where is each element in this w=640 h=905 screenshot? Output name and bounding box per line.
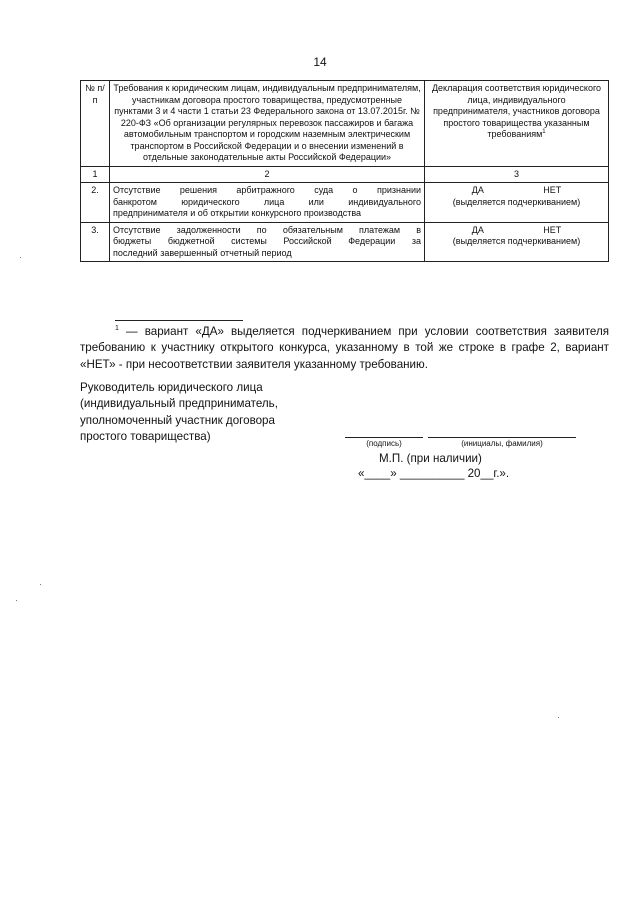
underline-note: (выделяется подчеркиванием) <box>452 196 581 207</box>
scan-speck <box>16 600 17 601</box>
row-number: 2. <box>81 183 110 223</box>
table-row <box>81 222 609 262</box>
header-requirements: Требования к юридическим лицам, индивидуальным предпринимателям, участникам договора простого товарищества, предусмотренные пунктами 3 и 4 части 1 статьи 23 Федерального закона от 13.07.2015г. № 220-ФЗ «Об организации регулярных перевозок пассажиров и багажа автомобильным транспортом и городским наземным электрическим транспортом в Российской Федерации и о внесении изменений в отдельные законодательные акты Российской Федерации» <box>110 81 425 167</box>
header-num: № п/п <box>81 81 110 167</box>
row-number: 3. <box>81 222 110 262</box>
column-number-1: 1 <box>81 166 110 183</box>
table-row <box>81 183 609 223</box>
scan-speck <box>20 257 21 258</box>
signer-line: простого товарищества) <box>80 430 211 444</box>
footnote <box>80 324 609 373</box>
footnote-divider <box>115 320 243 321</box>
name-line[interactable] <box>428 437 576 438</box>
yes-option[interactable]: ДА <box>471 185 484 196</box>
signer-line: уполномоченный участник договора <box>80 413 275 427</box>
row-requirement-line: последний завершенный отчетный период <box>113 247 292 258</box>
signature-label: (подпись) <box>366 439 402 448</box>
row-requirement <box>110 183 425 223</box>
footnote-ref: 1 <box>542 129 546 136</box>
footnote-mark: 1 <box>115 325 119 333</box>
date-field[interactable]: «____» __________ 20__г.». <box>358 467 510 480</box>
row-requirement-line: Отсутствие задолженности по обязательным платежам в <box>113 224 421 235</box>
stamp-place: М.П. (при наличии) <box>379 452 482 465</box>
footnote-text: — вариант «ДА» выделяется подчеркиванием при условии соответствия заявителя требованию к участнику открытого конкурса, указанному в той же строке в графе 2, вариант «НЕТ» - при несоответствии заявителя указанному требованию. <box>80 325 609 371</box>
column-number-row <box>81 166 609 183</box>
page-number: 14 <box>313 55 327 69</box>
requirements-table <box>80 80 609 262</box>
yes-option[interactable]: ДА <box>471 224 484 235</box>
scan-speck <box>558 717 559 718</box>
signer-line: (индивидуальный предприниматель, <box>80 397 278 411</box>
column-number-2: 2 <box>110 166 425 183</box>
scan-speck <box>40 584 41 585</box>
signer-block <box>80 380 278 446</box>
row-requirement-line: бюджеты бюджетной системы Российской Федерации за <box>113 236 421 247</box>
row-declaration <box>425 222 609 262</box>
row-requirement-line: банкротом юридического лица или индивидуального <box>113 196 421 207</box>
column-number-3: 3 <box>425 166 609 183</box>
row-requirement-line: Отсутствие решения арбитражного суда о признании <box>113 185 421 196</box>
no-option[interactable]: НЕТ <box>543 185 562 196</box>
header-declaration <box>425 81 609 167</box>
signer-line: Руководитель юридического лица <box>80 381 263 394</box>
row-requirement-line: предпринимателя и об открытии конкурсного производства <box>113 208 362 219</box>
signature-line[interactable] <box>345 437 423 438</box>
underline-note: (выделяется подчеркиванием) <box>452 236 581 247</box>
row-declaration <box>425 183 609 223</box>
name-label: (инициалы, фамилия) <box>461 439 543 448</box>
no-option[interactable]: НЕТ <box>543 224 562 235</box>
row-requirement <box>110 222 425 262</box>
table-header-row <box>81 81 609 167</box>
header-declaration-text: Декларация соответствия юридического лица, индивидуального предпринимателя, участников договора простого товарищества указанным требованиям <box>431 83 602 140</box>
